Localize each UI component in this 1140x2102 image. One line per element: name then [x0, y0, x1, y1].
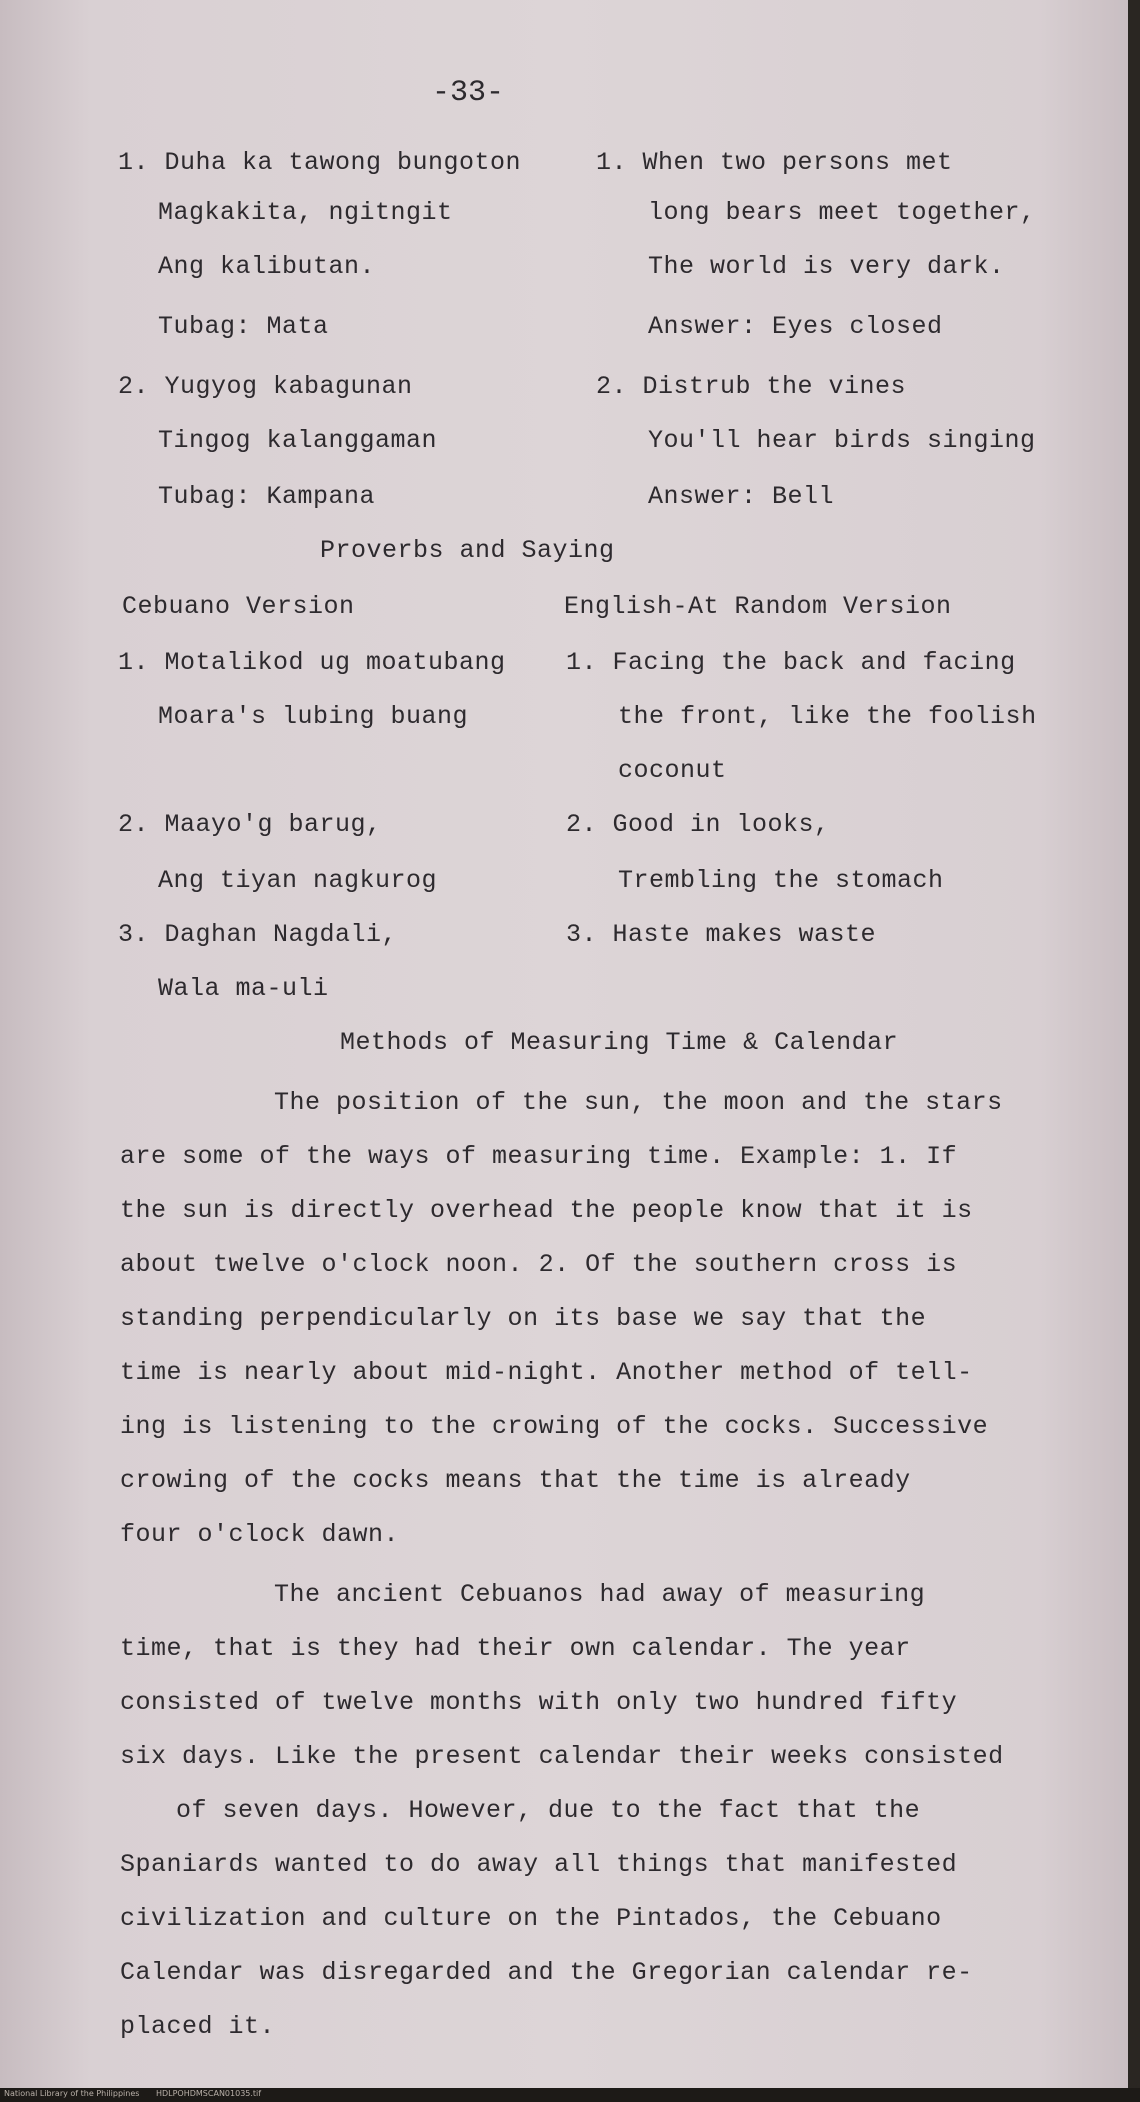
- proverb-right-line: 1. Facing the back and facing: [566, 648, 1016, 677]
- riddle-right-line: You'll hear birds singing: [648, 426, 1036, 455]
- riddle-left-line: Tubag: Kampana: [158, 482, 376, 511]
- proverbs-right-header: English-At Random Version: [564, 592, 952, 621]
- proverb-right-line: Trembling the stomach: [618, 866, 944, 895]
- footer-library: National Library of the Philippines: [4, 2089, 140, 2098]
- paragraph-1-line: The position of the sun, the moon and the stars: [274, 1088, 1003, 1117]
- proverb-right-line: the front, like the foolish: [618, 702, 1037, 731]
- riddle-right-line: The world is very dark.: [648, 252, 1005, 281]
- paragraph-2-line: Calendar was disregarded and the Gregorian calendar re-: [120, 1958, 973, 1987]
- proverb-right-line: coconut: [618, 756, 727, 785]
- proverb-left-line: Moara's lubing buang: [158, 702, 469, 731]
- proverbs-title: Proverbs and Saying: [320, 536, 615, 565]
- proverb-right-line: 2. Good in looks,: [566, 810, 830, 839]
- paragraph-2-line: six days. Like the present calendar their weeks consisted: [120, 1742, 1004, 1771]
- page-number: -33-: [432, 76, 505, 110]
- riddle-right-line: long bears meet together,: [648, 198, 1036, 227]
- riddle-right-line: Answer: Eyes closed: [648, 312, 943, 341]
- paragraph-2-line: civilization and culture on the Pintados, the Cebuano: [120, 1904, 942, 1933]
- paragraph-2-line: placed it.: [120, 2012, 276, 2041]
- riddle-left-line: Magkakita, ngitngit: [158, 198, 453, 227]
- riddle-left-line: Tingog kalanggaman: [158, 426, 438, 455]
- riddle-left-line: 1. Duha ka tawong bungoton: [118, 148, 522, 177]
- proverb-left-line: 2. Maayo'g barug,: [118, 810, 382, 839]
- paragraph-2-line: The ancient Cebuanos had away of measuring: [274, 1580, 926, 1609]
- riddle-left-line: 2. Yugyog kabagunan: [118, 372, 413, 401]
- riddle-right-line: Answer: Bell: [648, 482, 835, 511]
- calendar-section-title: Methods of Measuring Time & Calendar: [340, 1028, 899, 1057]
- proverb-left-line: 3. Daghan Nagdali,: [118, 920, 398, 949]
- proverb-right-line: 3. Haste makes waste: [566, 920, 877, 949]
- footer-filename: HDLPOHDMSCAN01035.tif: [155, 2089, 262, 2098]
- proverb-left-line: Wala ma-uli: [158, 974, 329, 1003]
- paragraph-1-line: standing perpendicularly on its base we say that the: [120, 1304, 927, 1333]
- paragraph-1-line: the sun is directly overhead the people know that it is: [120, 1196, 973, 1225]
- scan-footer: [4, 2089, 275, 2098]
- paragraph-1-line: crowing of the cocks means that the time is already: [120, 1466, 911, 1495]
- paragraph-1-line: four o'clock dawn.: [120, 1520, 400, 1549]
- paragraph-2-line: of seven days. However, due to the fact that the: [176, 1796, 921, 1825]
- proverb-left-line: 1. Motalikod ug moatubang: [118, 648, 506, 677]
- paragraph-1-line: ing is listening to the crowing of the cocks. Successive: [120, 1412, 989, 1441]
- paragraph-1-line: time is nearly about mid-night. Another method of tell-: [120, 1358, 973, 1387]
- proverb-left-line: Ang tiyan nagkurog: [158, 866, 438, 895]
- paragraph-2-line: Spaniards wanted to do away all things that manifested: [120, 1850, 958, 1879]
- paragraph-2-line: consisted of twelve months with only two hundred fifty: [120, 1688, 958, 1717]
- riddle-right-line: 1. When two persons met: [596, 148, 953, 177]
- riddle-left-line: Ang kalibutan.: [158, 252, 376, 281]
- paragraph-1-line: about twelve o'clock noon. 2. Of the southern cross is: [120, 1250, 958, 1279]
- paragraph-2-line: time, that is they had their own calendar. The year: [120, 1634, 911, 1663]
- riddle-right-line: 2. Distrub the vines: [596, 372, 907, 401]
- paragraph-1-line: are some of the ways of measuring time. Example: 1. If: [120, 1142, 958, 1171]
- riddle-left-line: Tubag: Mata: [158, 312, 329, 341]
- proverbs-left-header: Cebuano Version: [122, 592, 355, 621]
